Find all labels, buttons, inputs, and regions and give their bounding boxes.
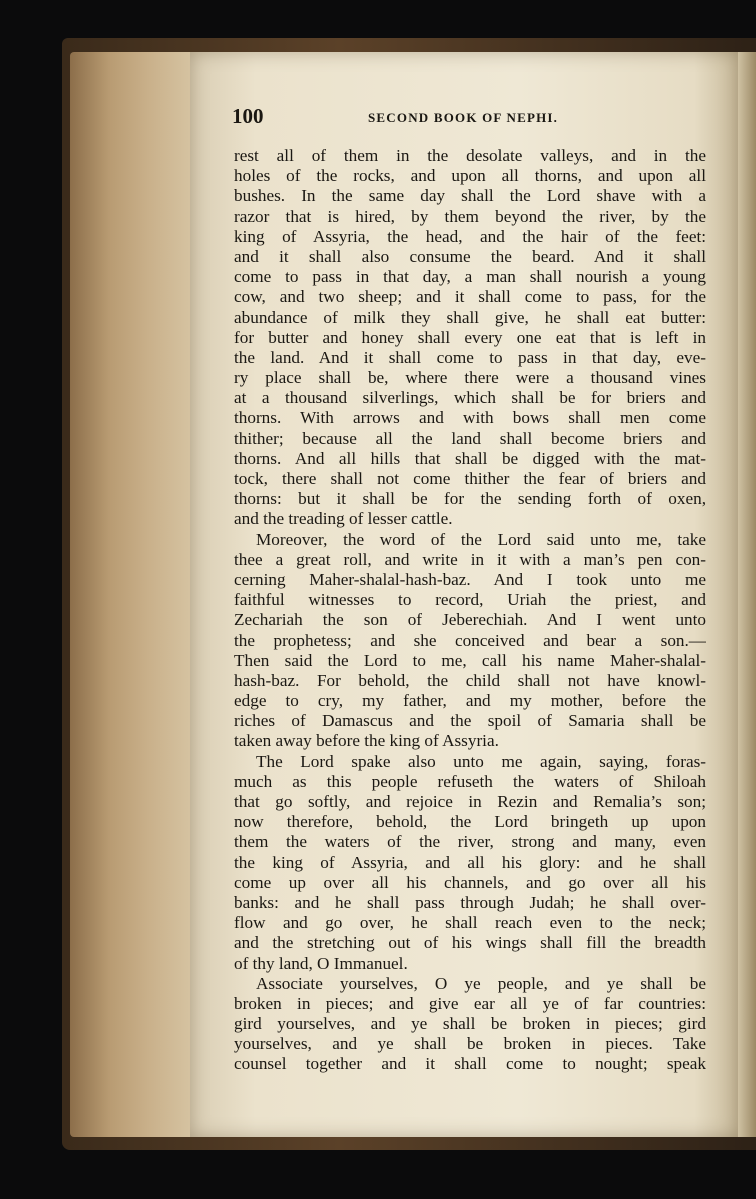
text-line: of thy land, O Immanuel.: [234, 953, 408, 973]
text-line: ry place shall be, where there were a thousand vines: [234, 368, 706, 388]
text-line: bushes. In the same day shall the Lord shave with a: [234, 186, 706, 206]
text-line: abundance of milk they shall give, he shall eat butter:: [234, 307, 706, 327]
text-line: taken away before the king of Assyria.: [234, 731, 499, 751]
text-line: broken in pieces; and give ear all ye of far countries:: [234, 993, 706, 1013]
text-line: edge to cry, my father, and my mother, before the: [234, 691, 706, 711]
text-line: holes of the rocks, and upon all thorns, and upon all: [234, 166, 706, 186]
text-line: razor that is hired, by them beyond the river, by the: [234, 206, 706, 226]
text-line: counsel together and it shall come to nought; speak: [234, 1054, 706, 1074]
text-line: much as this people refuseth the waters of Shiloah: [234, 771, 706, 791]
text-line: riches of Damascus and the spoil of Samaria shall be: [234, 711, 706, 731]
text-line: banks: and he shall pass through Judah; he shall over-: [234, 892, 706, 912]
text-line: rest all of them in the desolate valleys, and in the: [234, 146, 706, 165]
facing-page-edge: [738, 52, 756, 1137]
text-line: at a thousand silverlings, which shall be for briers and: [234, 388, 706, 408]
text-line: them the waters of the river, strong and many, even: [234, 832, 706, 852]
text-line: gird yourselves, and ye shall be broken in pieces; gird: [234, 1014, 706, 1034]
body-text: [234, 146, 706, 1075]
text-line: thorns. And all hills that shall be digged with the mat-: [234, 448, 706, 468]
page-stack-edge: [70, 52, 200, 1137]
text-line: Zechariah the son of Jeberechiah. And I went unto: [234, 610, 706, 630]
text-line: for butter and honey shall every one eat that is left in: [234, 327, 706, 347]
text-line: The Lord spake also unto me again, saying, foras-: [256, 751, 706, 771]
text-line: flow and go over, he shall reach even to the neck;: [234, 913, 706, 933]
text-line: yourselves, and ye shall be broken in pieces. Take: [234, 1034, 706, 1054]
text-line: and it shall also consume the beard. And it shall: [234, 246, 706, 266]
text-line: hash-baz. For behold, the child shall not have knowl-: [234, 670, 706, 690]
running-head: SECOND BOOK OF NEPHI.: [368, 110, 559, 125]
text-line: and the treading of lesser cattle.: [234, 509, 453, 529]
text-line: that go softly, and rejoice in Rezin and Remalia’s son;: [234, 792, 706, 811]
text-line: thither; because all the land shall become briers and: [234, 428, 706, 448]
text-line: cow, and two sheep; and it shall come to pass, for the: [234, 287, 706, 307]
text-line: king of Assyria, the head, and the hair of the feet:: [234, 226, 706, 246]
text-line: now therefore, behold, the Lord bringeth up upon: [234, 812, 706, 832]
text-line: Moreover, the word of the Lord said unto me, take: [256, 529, 706, 549]
text-line: thee a great roll, and write in it with a man’s pen con-: [234, 549, 706, 569]
text-line: come to pass in that day, a man shall nourish a young: [234, 267, 706, 287]
text-line: the land. And it shall come to pass in that day, eve-: [234, 347, 706, 367]
text-line: thorns: but it shall be for the sending forth of oxen,: [234, 489, 706, 509]
text-line: the prophetess; and she conceived and bear a son.—: [234, 630, 706, 650]
text-line: tock, there shall not come thither the fear of briers and: [234, 469, 706, 488]
text-line: Associate yourselves, O ye people, and ye shall be: [256, 973, 706, 993]
text-line: thorns. With arrows and with bows shall men come: [234, 408, 706, 428]
text-line: cerning Maher-shalal-hash-baz. And I took unto me: [234, 569, 706, 589]
page-number: 100: [232, 104, 264, 128]
text-line: the king of Assyria, and all his glory: and he shall: [234, 852, 706, 872]
text-line: Then said the Lord to me, call his name Maher-shalal-: [234, 650, 706, 670]
page-header: [232, 104, 708, 134]
text-line: come up over all his channels, and go over all his: [234, 872, 706, 892]
text-line: and the stretching out of his wings shall fill the breadth: [234, 933, 706, 953]
text-line: faithful witnesses to record, Uriah the priest, and: [234, 590, 706, 610]
